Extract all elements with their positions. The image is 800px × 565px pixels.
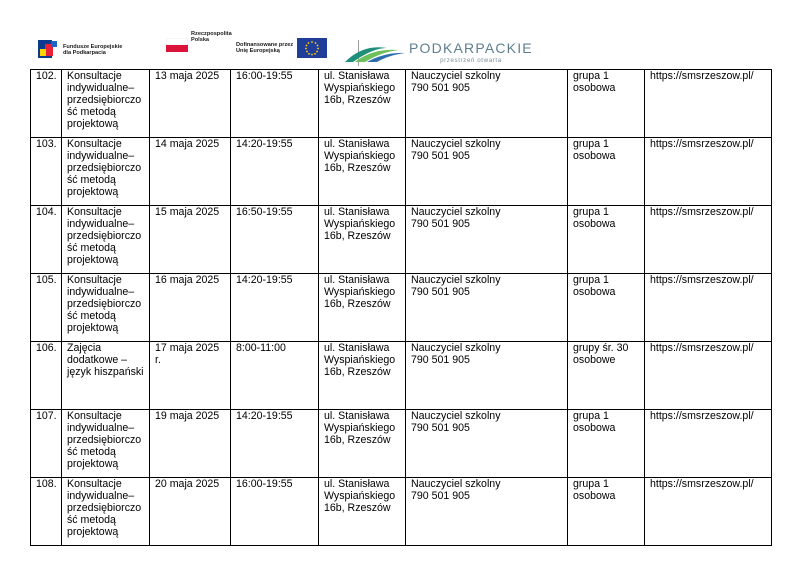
location-cell — [319, 410, 406, 478]
podkarpackie-logo — [343, 41, 533, 64]
session-time: 14:20-19:55 — [236, 410, 293, 422]
website-link[interactable]: https://smsrzeszow.pl/ — [650, 342, 754, 354]
teacher-role: Nauczyciel szkolny — [411, 478, 501, 490]
polish-flag-icon — [166, 38, 188, 52]
url-cell — [645, 274, 772, 342]
session-date: 19 maja 2025 — [155, 410, 220, 422]
teacher-cell — [406, 70, 568, 138]
row-number-cell — [31, 342, 62, 410]
row-number-cell — [31, 478, 62, 546]
location-cell — [319, 342, 406, 410]
podkarpackie-tagline: przestrzeń otwarta — [440, 57, 502, 64]
date-cell — [150, 342, 231, 410]
rp-line1: Rzeczpospolita — [191, 30, 232, 37]
session-date: 17 maja 2025 r. — [155, 342, 220, 366]
activity-title: Zajęcia dodatkowe – język hiszpański — [67, 342, 144, 378]
teacher-role: Nauczyciel szkolny — [411, 342, 501, 354]
session-date: 14 maja 2025 — [155, 138, 220, 150]
date-cell — [150, 206, 231, 274]
activity-title: Konsultacje indywidualne– przedsiębiorczo ść metodą projektową — [67, 70, 142, 130]
rzeczpospolita-logo — [166, 30, 232, 52]
activity-title: Konsultacje indywidualne– przedsiębiorczo ść metodą projektową — [67, 206, 142, 266]
time-cell — [231, 342, 319, 410]
activity-cell — [62, 410, 150, 478]
activity-title: Konsultacje indywidualne– przedsiębiorczo ść metodą projektową — [67, 274, 142, 334]
fe-line1: Fundusze Europejskie — [63, 43, 123, 50]
row-number: 108. — [36, 478, 57, 490]
teacher-role: Nauczyciel szkolny — [411, 274, 501, 286]
activity-cell — [62, 70, 150, 138]
activity-title: Konsultacje indywidualne– przedsiębiorczo ść metodą projektową — [67, 138, 142, 198]
teacher-cell — [406, 138, 568, 206]
group-size: grupa 1 osobowa — [573, 478, 616, 502]
table-row — [31, 206, 772, 274]
website-link[interactable]: https://smsrzeszow.pl/ — [650, 274, 754, 286]
session-time: 16:00-19:55 — [236, 70, 293, 82]
fundusze-europejskie-logo — [36, 38, 122, 62]
location-cell — [319, 274, 406, 342]
teacher-phone: 790 501 905 — [411, 421, 470, 434]
group-cell — [568, 138, 645, 206]
row-number: 105. — [36, 274, 57, 286]
location-cell — [319, 138, 406, 206]
header-logos — [36, 30, 533, 68]
teacher-role: Nauczyciel szkolny — [411, 410, 501, 422]
session-date: 13 maja 2025 — [155, 70, 220, 82]
url-cell — [645, 410, 772, 478]
activity-cell — [62, 206, 150, 274]
session-time: 16:50-19:55 — [236, 206, 293, 218]
website-link[interactable]: https://smsrzeszow.pl/ — [650, 478, 754, 490]
url-cell — [645, 138, 772, 206]
teacher-role: Nauczyciel szkolny — [411, 138, 501, 150]
website-link[interactable]: https://smsrzeszow.pl/ — [650, 70, 754, 82]
session-time: 8:00-11:00 — [236, 342, 286, 354]
teacher-phone: 790 501 905 — [411, 81, 470, 94]
row-number: 103. — [36, 138, 57, 150]
session-date: 15 maja 2025 — [155, 206, 220, 218]
row-number-cell — [31, 70, 62, 138]
date-cell — [150, 70, 231, 138]
podkarpackie-name: PODKARPACKIE — [409, 40, 533, 56]
location-cell — [319, 70, 406, 138]
session-location: ul. Stanisława Wyspiańskiego 16b, Rzeszów — [324, 206, 396, 242]
teacher-cell — [406, 274, 568, 342]
row-number: 104. — [36, 206, 57, 218]
table-row — [31, 138, 772, 206]
teacher-role: Nauczyciel szkolny — [411, 70, 501, 82]
schedule-rows — [31, 70, 772, 546]
session-date: 16 maja 2025 — [155, 274, 220, 286]
teacher-phone: 790 501 905 — [411, 149, 470, 162]
activity-cell — [62, 138, 150, 206]
row-number: 102. — [36, 70, 57, 82]
group-size: grupa 1 osobowa — [573, 138, 616, 162]
session-time: 14:20-19:55 — [236, 274, 293, 286]
url-cell — [645, 478, 772, 546]
teacher-phone: 790 501 905 — [411, 353, 470, 366]
session-location: ul. Stanisława Wyspiańskiego 16b, Rzeszów — [324, 138, 396, 174]
time-cell — [231, 478, 319, 546]
teacher-cell — [406, 410, 568, 478]
group-cell — [568, 342, 645, 410]
teacher-cell — [406, 342, 568, 410]
time-cell — [231, 274, 319, 342]
session-location: ul. Stanisława Wyspiańskiego 16b, Rzeszów — [324, 410, 396, 446]
teacher-cell — [406, 206, 568, 274]
ue-line2: Unię Europejską — [236, 48, 280, 54]
row-number-cell — [31, 274, 62, 342]
group-cell — [568, 274, 645, 342]
url-cell — [645, 206, 772, 274]
fe-line2: dla Podkarpacia — [63, 50, 106, 56]
date-cell — [150, 478, 231, 546]
date-cell — [150, 274, 231, 342]
time-cell — [231, 410, 319, 478]
teacher-phone: 790 501 905 — [411, 489, 470, 502]
website-link[interactable]: https://smsrzeszow.pl/ — [650, 410, 754, 422]
date-cell — [150, 410, 231, 478]
table-row — [31, 274, 772, 342]
group-cell — [568, 70, 645, 138]
group-size: grupy śr. 30 osobowe — [573, 342, 629, 366]
session-time: 14:20-19:55 — [236, 138, 293, 150]
activity-title: Konsultacje indywidualne– przedsiębiorczo ść metodą projektową — [67, 410, 142, 470]
fe-emblem-icon — [36, 38, 60, 62]
group-cell — [568, 410, 645, 478]
website-link[interactable]: https://smsrzeszow.pl/ — [650, 138, 754, 150]
table-row — [31, 478, 772, 546]
activity-cell — [62, 478, 150, 546]
rp-line2: Polska — [191, 37, 210, 43]
group-cell — [568, 478, 645, 546]
url-cell — [645, 342, 772, 410]
activity-cell — [62, 274, 150, 342]
website-link[interactable]: https://smsrzeszow.pl/ — [650, 206, 754, 218]
row-number-cell — [31, 206, 62, 274]
row-number-cell — [31, 138, 62, 206]
teacher-cell — [406, 478, 568, 546]
podkarpackie-waves-icon — [343, 42, 407, 64]
session-location: ul. Stanisława Wyspiańskiego 16b, Rzeszów — [324, 274, 396, 310]
group-size: grupa 1 osobowa — [573, 206, 616, 230]
row-number: 107. — [36, 410, 57, 422]
location-cell — [319, 478, 406, 546]
session-date: 20 maja 2025 — [155, 478, 220, 490]
group-size: grupa 1 osobowa — [573, 70, 616, 94]
location-cell — [319, 206, 406, 274]
row-number: 106. — [36, 342, 57, 354]
teacher-phone: 790 501 905 — [411, 217, 470, 230]
eu-flag-icon — [297, 38, 327, 58]
session-location: ul. Stanisława Wyspiańskiego 16b, Rzeszów — [324, 478, 396, 514]
ue-line1: Dofinansowane przez — [236, 41, 294, 48]
session-location: ul. Stanisława Wyspiańskiego 16b, Rzeszów — [324, 70, 396, 106]
time-cell — [231, 138, 319, 206]
group-cell — [568, 206, 645, 274]
activity-title: Konsultacje indywidualne– przedsiębiorczo ść metodą projektową — [67, 478, 142, 538]
schedule-table — [30, 69, 772, 546]
session-location: ul. Stanisława Wyspiańskiego 16b, Rzeszów — [324, 342, 396, 378]
row-number-cell — [31, 410, 62, 478]
url-cell — [645, 70, 772, 138]
table-row — [31, 70, 772, 138]
group-size: grupa 1 osobowa — [573, 410, 616, 434]
teacher-role: Nauczyciel szkolny — [411, 206, 501, 218]
eu-cofunded-logo — [236, 38, 327, 58]
time-cell — [231, 70, 319, 138]
teacher-phone: 790 501 905 — [411, 285, 470, 298]
date-cell — [150, 138, 231, 206]
time-cell — [231, 206, 319, 274]
activity-cell — [62, 342, 150, 410]
table-row — [31, 410, 772, 478]
group-size: grupa 1 osobowa — [573, 274, 616, 298]
session-time: 16:00-19:55 — [236, 478, 293, 490]
table-row — [31, 342, 772, 410]
